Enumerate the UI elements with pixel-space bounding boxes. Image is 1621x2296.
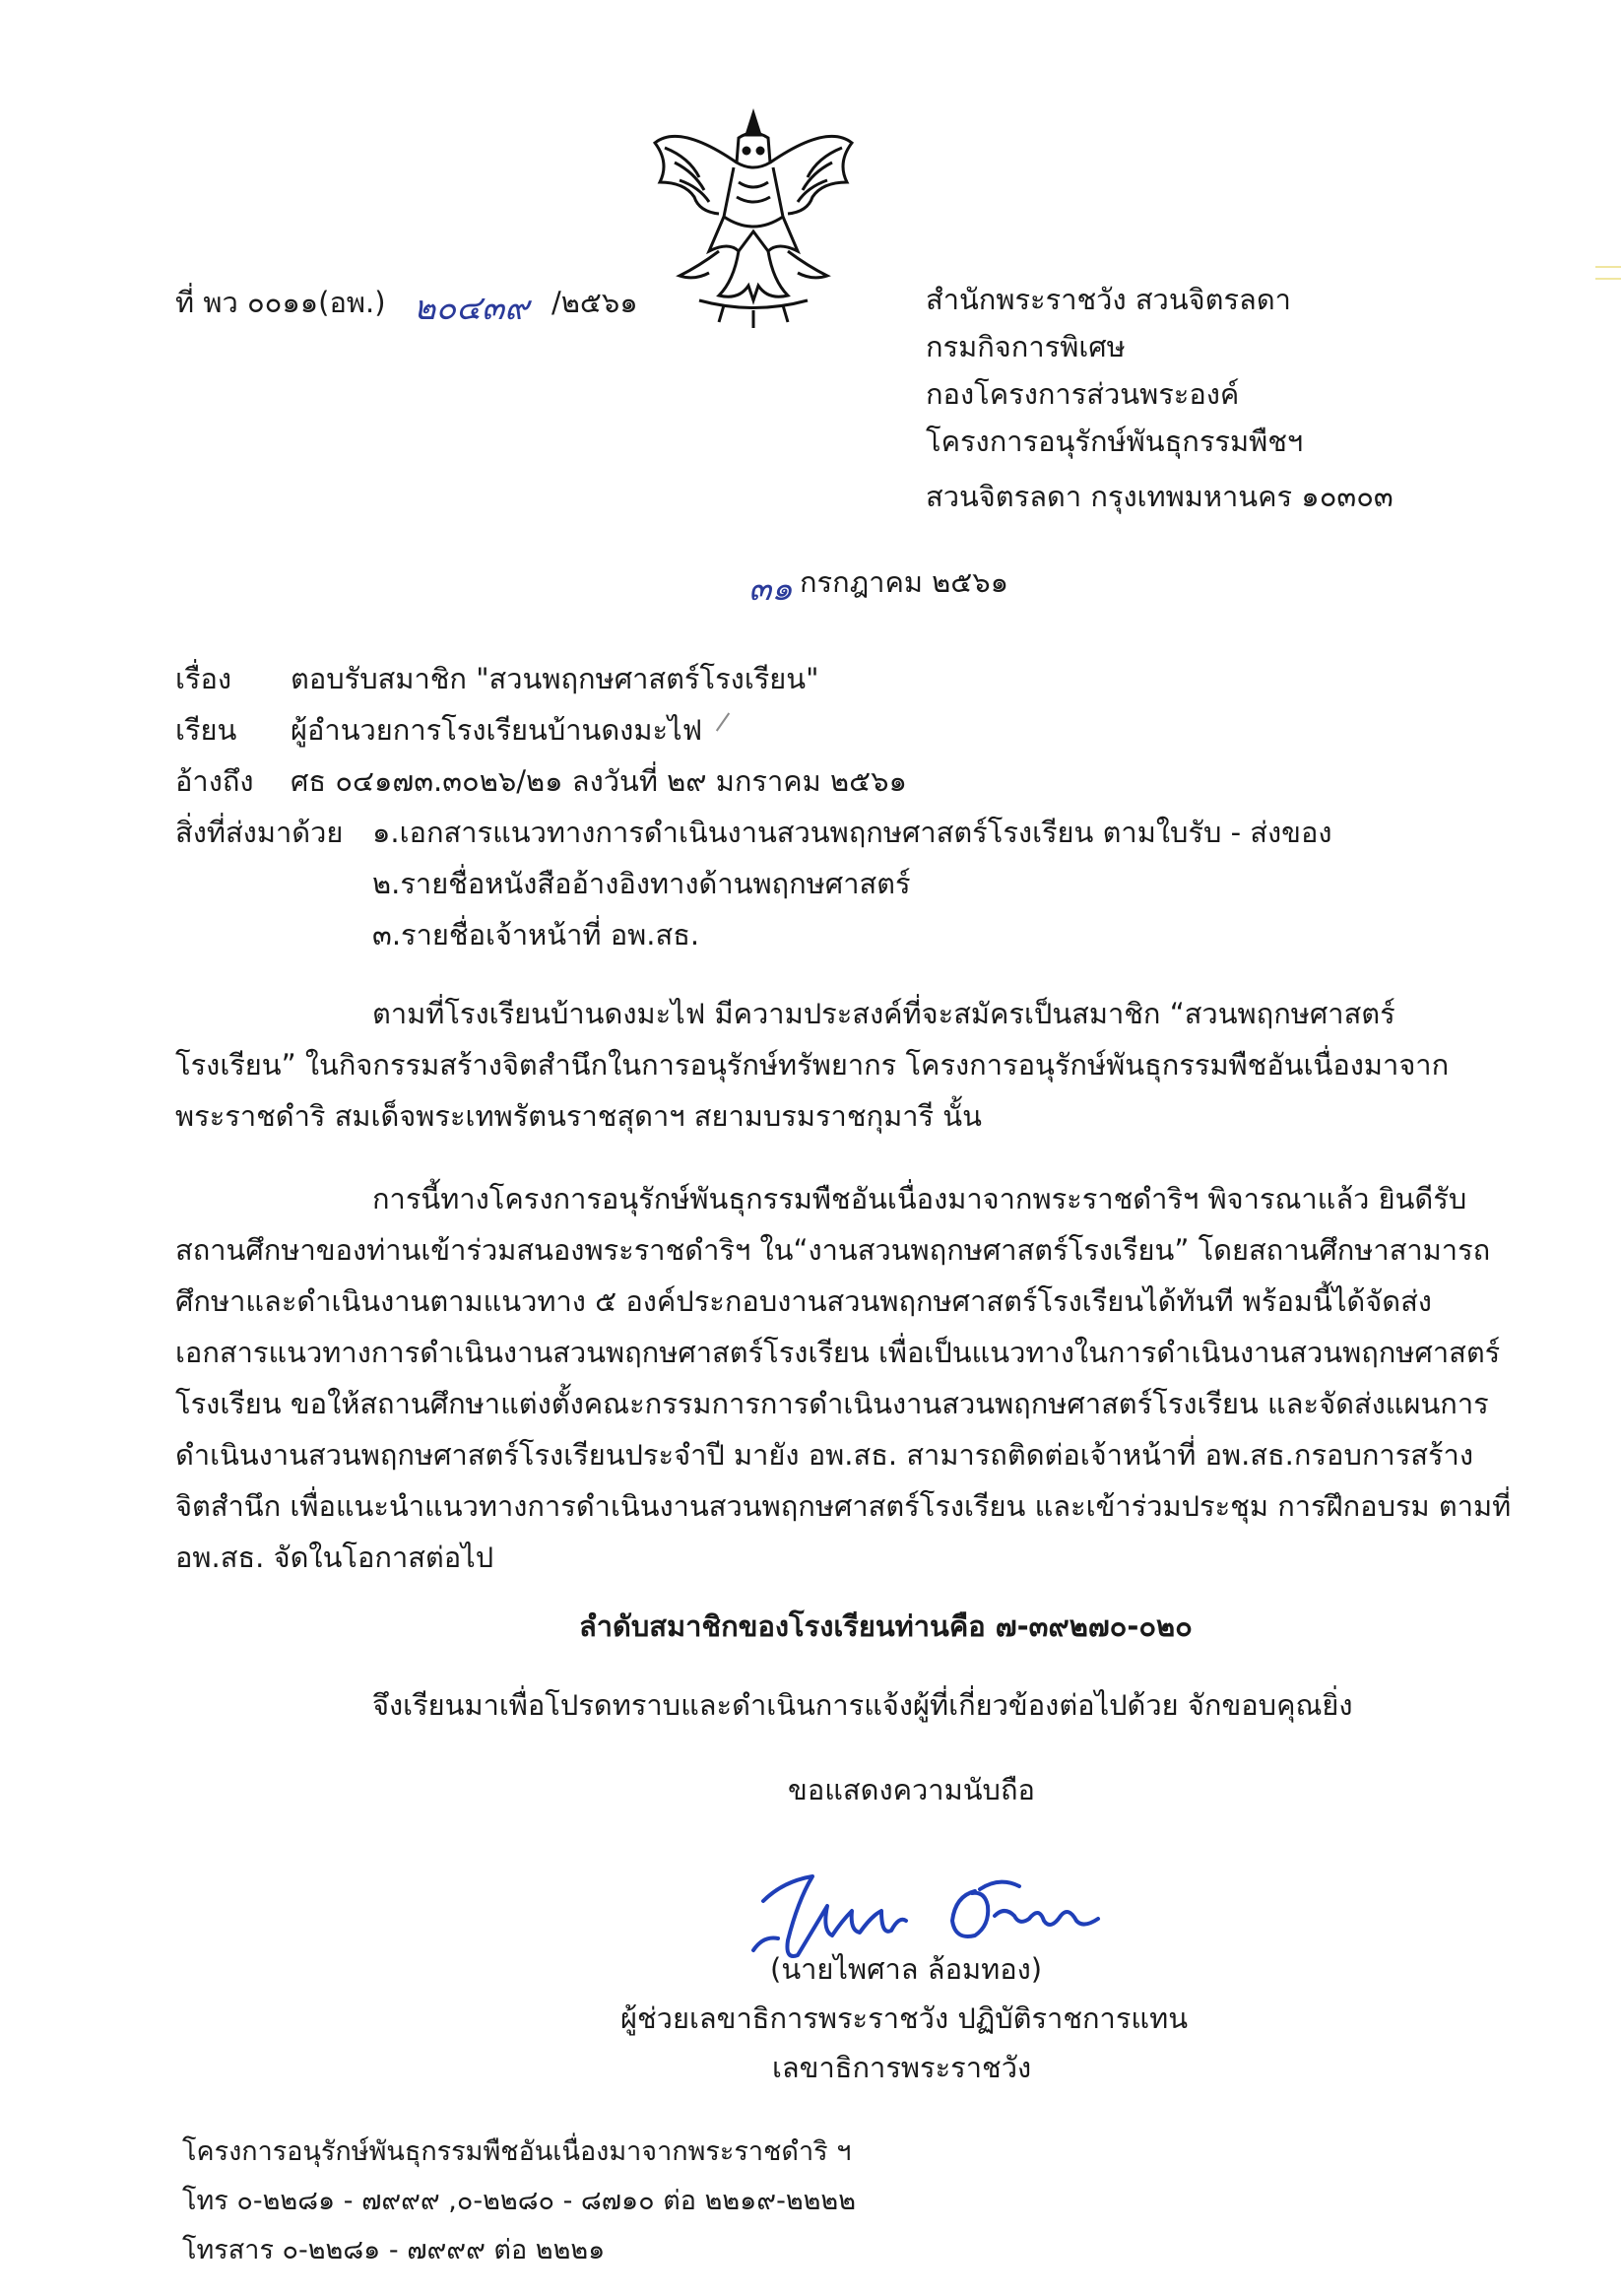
regards-text: ขอแสดงความนับถือ: [788, 1773, 1035, 1806]
to-label: เรียน: [175, 713, 237, 747]
reference-number-handwritten: ๒๐๔๓๙: [414, 289, 530, 328]
sender-line-2: กรมกิจการพิเศษ: [926, 330, 1126, 363]
sender-line-3: กองโครงการส่วนพระองค์: [926, 377, 1240, 411]
paragraph-1-line-1: ตามที่โรงเรียนบ้านดงมะไฟ มีความประสงค์ที่จะสมัครเป็นสมาชิก “สวนพฤกษศาสตร์: [372, 997, 1395, 1030]
enclosure-item-3: ๓.รายชื่อเจ้าหน้าที่ อพ.สธ.: [372, 918, 700, 951]
reference-year: /๒๕๖๑: [551, 286, 638, 319]
garuda-emblem: [640, 103, 867, 330]
footer-phone: โทร ๐-๒๒๘๑ - ๗๙๙๙ ,๐-๒๒๘๐ - ๘๗๑๐ ต่อ ๒๒๑๙-๒๒๒๒: [182, 2186, 857, 2216]
enclosure-label: สิ่งที่ส่งมาด้วย: [175, 816, 344, 849]
reference-prefix: ที่ พว ๐๐๑๑(อพ.): [175, 286, 386, 319]
margin-mark: [1595, 278, 1621, 280]
paragraph-2-line-1: การนี้ทางโครงการอนุรักษ์พันธุกรรมพืชอันเนื่องมาจากพระราชดำริฯ พิจารณาแล้ว ยินดีรับ: [372, 1182, 1467, 1215]
subject-value: ตอบรับสมาชิก "สวนพฤกษศาสตร์โรงเรียน": [291, 662, 819, 695]
paragraph-2-line-3: ศึกษาและดำเนินงานตามแนวทาง ๕ องค์ประกอบงานสวนพฤกษศาสตร์โรงเรียนได้ทันที พร้อมนี้ได้จัดส่ง: [175, 1284, 1432, 1318]
signatory-title-1: ผู้ช่วยเลขาธิการพระราชวัง ปฏิบัติราชการแทน: [620, 2001, 1189, 2035]
date-day-handwritten: ๓๑: [748, 569, 793, 609]
subject-label: เรื่อง: [175, 662, 232, 695]
reference-label: อ้างถึง: [175, 764, 254, 798]
sender-line-5: สวนจิตรลดา กรุงเทพมหานคร ๑๐๓๐๓: [926, 480, 1394, 513]
paragraph-1-line-3: พระราชดำริ สมเด็จพระเทพรัตนราชสุดาฯ สยามบรมราชกุมารี นั้น: [175, 1099, 982, 1133]
footer-organization: โครงการอนุรักษ์พันธุกรรมพืชอันเนื่องมาจากพระราชดำริ ฯ: [182, 2136, 852, 2167]
enclosure-item-1: ๑.เอกสารแนวทางการดำเนินงานสวนพฤกษศาสตร์โรงเรียน ตามใบรับ - ส่งของ: [372, 816, 1332, 849]
sender-line-1: สำนักพระราชวัง สวนจิตรลดา: [926, 283, 1291, 316]
closing-line: จึงเรียนมาเพื่อโปรดทราบและดำเนินการแจ้งผู้ที่เกี่ยวข้องต่อไปด้วย จักขอบคุณยิ่ง: [372, 1688, 1353, 1722]
pen-tick-mark: [716, 712, 730, 731]
date-month-year: กรกฎาคม ๒๕๖๑: [800, 565, 1009, 599]
footer-fax: โทรสาร ๐-๒๒๘๑ - ๗๙๙๙ ต่อ ๒๒๒๑: [182, 2235, 606, 2265]
member-number-line: ลำดับสมาชิกของโรงเรียนท่านคือ ๗-๓๙๒๗๐-๐๒๐: [579, 1609, 1193, 1643]
signatory-name: (นายไพศาล ล้อมทอง): [770, 1952, 1043, 1986]
sender-line-4: โครงการอนุรักษ์พันธุกรรมพืชฯ: [926, 425, 1304, 458]
enclosure-item-2: ๒.รายชื่อหนังสืออ้างอิงทางด้านพฤกษศาสตร์: [372, 867, 911, 900]
signatory-title-2: เลขาธิการพระราชวัง: [772, 2051, 1032, 2084]
to-value: ผู้อำนวยการโรงเรียนบ้านดงมะไฟ: [291, 713, 703, 747]
paragraph-2-line-2: สถานศึกษาของท่านเข้าร่วมสนองพระราชดำริฯ ใน“งานสวนพฤกษศาสตร์โรงเรียน” โดยสถานศึกษาสามารถ: [175, 1233, 1491, 1267]
paragraph-2-line-8: อพ.สธ. จัดในโอกาสต่อไป: [175, 1541, 494, 1574]
paragraph-2-line-6: ดำเนินงานสวนพฤกษศาสตร์โรงเรียนประจำปี มายัง อพ.สธ. สามารถติดต่อเจ้าหน้าที่ อพ.สธ.กรอบการสร้าง: [175, 1438, 1473, 1472]
paragraph-2-line-7: จิตสำนึก เพื่อแนะนำแนวทางการดำเนินงานสวนพฤกษศาสตร์โรงเรียน และเข้าร่วมประชุม การฝึกอบรม ตามที่: [175, 1489, 1512, 1523]
paragraph-2-line-5: โรงเรียน ขอให้สถานศึกษาแต่งตั้งคณะกรรมการการดำเนินงานสวนพฤกษศาสตร์โรงเรียน และจัดส่งแผนการ: [175, 1387, 1489, 1420]
paragraph-1-line-2: โรงเรียน” ในกิจกรรมสร้างจิตสำนึกในการอนุรักษ์ทรัพยากร โครงการอนุรักษ์พันธุกรรมพืชอันเนื่องมาจาก: [175, 1048, 1450, 1082]
reference-value: ศธ ๐๔๑๗๓.๓๐๒๖/๒๑ ลงวันที่ ๒๙ มกราคม ๒๕๖๑: [291, 764, 907, 798]
paragraph-2-line-4: เอกสารแนวทางการดำเนินงานสวนพฤกษศาสตร์โรงเรียน เพื่อเป็นแนวทางในการดำเนินงานสวนพฤกษศาสตร์: [175, 1336, 1501, 1369]
margin-mark: [1595, 266, 1621, 268]
